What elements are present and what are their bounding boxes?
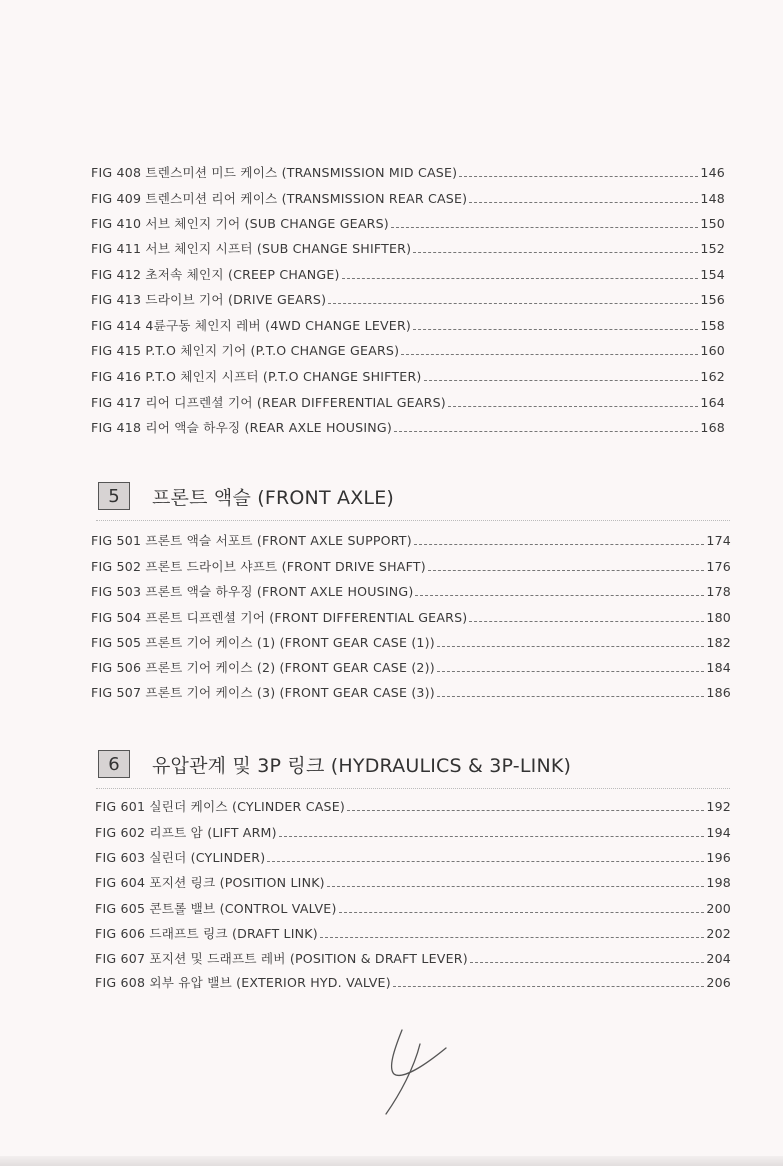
entry-page: 192	[706, 799, 731, 814]
entry-title: FIG 415 P.T.O 체인지 기어 (P.T.O CHANGE GEARS)	[91, 343, 400, 358]
dot-leader	[347, 810, 704, 811]
entry-title: FIG 506 프론트 기어 케이스 (2) (FRONT GEAR CASE (2))	[91, 660, 435, 675]
entry-title: FIG 413 드라이브 기어 (DRIVE GEARS)	[91, 292, 327, 307]
toc-entry	[91, 584, 731, 600]
entry-title: FIG 416 P.T.O 체인지 시프터 (P.T.O CHANGE SHIFTER)	[91, 369, 422, 384]
entry-title: FIG 608 외부 유압 밸브 (EXTERIOR HYD. VALVE)	[95, 975, 391, 990]
dot-leader	[413, 252, 698, 253]
toc-entry	[91, 216, 725, 232]
dot-leader	[469, 202, 698, 203]
entry-page: 204	[706, 951, 731, 966]
entry-page: 196	[706, 850, 731, 865]
toc-entry	[95, 875, 731, 891]
dot-leader	[393, 986, 705, 987]
entry-page: 178	[706, 584, 731, 599]
section-title: 유압관계 및 3P 링크 (HYDRAULICS & 3P-LINK)	[152, 754, 572, 777]
entry-page: 150	[700, 216, 725, 231]
entry-title: FIG 602 리프트 암 (LIFT ARM)	[95, 825, 277, 840]
entry-title: FIG 411 서브 체인지 시프터 (SUB CHANGE SHIFTER)	[91, 241, 412, 256]
dot-leader	[469, 621, 704, 622]
dot-leader	[328, 303, 698, 304]
toc-entry	[91, 610, 731, 626]
dot-leader	[401, 354, 698, 355]
entry-page: 176	[706, 559, 731, 574]
toc-entry	[91, 318, 725, 334]
entry-page: 162	[700, 369, 725, 384]
dot-leader	[267, 861, 704, 862]
dot-leader	[437, 696, 704, 697]
entry-title: FIG 603 실린더 (CYLINDER)	[95, 850, 266, 865]
entry-page: 198	[706, 875, 731, 890]
entry-page: 186	[706, 685, 731, 700]
entry-title: FIG 605 콘트롤 밸브 (CONTROL VALVE)	[95, 901, 337, 916]
entry-title: FIG 604 포지션 링크 (POSITION LINK)	[95, 875, 325, 890]
toc-entry	[95, 926, 731, 942]
section-heading	[98, 482, 394, 510]
entry-page: 146	[700, 165, 725, 180]
entry-title: FIG 607 포지션 및 드래프트 레버 (POSITION & DRAFT LEVER)	[95, 951, 468, 966]
entry-page: 194	[706, 825, 731, 840]
section-divider	[96, 520, 730, 521]
section-number-box: 5	[98, 482, 130, 510]
dot-leader	[339, 912, 705, 913]
entry-title: FIG 412 초저속 체인지 (CREEP CHANGE)	[91, 267, 340, 282]
toc-entry	[95, 951, 731, 967]
entry-title: FIG 606 드래프트 링크 (DRAFT LINK)	[95, 926, 318, 941]
toc-entry	[95, 850, 731, 866]
dot-leader	[327, 886, 705, 887]
toc-entry	[95, 825, 731, 841]
section-number-box: 6	[98, 750, 130, 778]
toc-entry	[91, 685, 731, 701]
toc-entry	[91, 395, 725, 411]
section-title: 프론트 액슬 (FRONT AXLE)	[152, 486, 395, 509]
dot-leader	[448, 406, 698, 407]
entry-page: 156	[700, 292, 725, 307]
dot-leader	[437, 646, 704, 647]
dot-leader	[414, 544, 705, 545]
entry-page: 202	[706, 926, 731, 941]
toc-entry	[95, 799, 731, 815]
entry-page: 184	[706, 660, 731, 675]
entry-title: FIG 409 트렌스미션 리어 케이스 (TRANSMISSION REAR CASE)	[91, 191, 468, 206]
toc-entry	[95, 901, 731, 917]
dot-leader	[470, 962, 705, 963]
handwritten-mark	[380, 1022, 470, 1122]
dot-leader	[415, 595, 704, 596]
entry-page: 168	[700, 420, 725, 435]
dot-leader	[459, 176, 698, 177]
toc-entry	[91, 267, 725, 283]
entry-title: FIG 502 프론트 드라이브 샤프트 (FRONT DRIVE SHAFT)	[91, 559, 426, 574]
entry-title: FIG 501 프론트 액슬 서포트 (FRONT AXLE SUPPORT)	[91, 533, 412, 548]
entry-title: FIG 507 프론트 기어 케이스 (3) (FRONT GEAR CASE (3))	[91, 685, 435, 700]
dot-leader	[279, 836, 705, 837]
entry-title: FIG 504 프론트 디프렌셜 기어 (FRONT DIFFERENTIAL GEARS)	[91, 610, 468, 625]
entry-page: 206	[706, 975, 731, 990]
entry-title: FIG 418 리어 액슬 하우징 (REAR AXLE HOUSING)	[91, 420, 392, 435]
toc-entry	[95, 975, 731, 991]
entry-page: 158	[700, 318, 725, 333]
entry-page: 200	[706, 901, 731, 916]
dot-leader	[391, 227, 698, 228]
entry-title: FIG 410 서브 체인지 기어 (SUB CHANGE GEARS)	[91, 216, 389, 231]
dot-leader	[428, 570, 705, 571]
toc-entry	[91, 420, 725, 436]
entry-title: FIG 505 프론트 기어 케이스 (1) (FRONT GEAR CASE (1))	[91, 635, 435, 650]
entry-page: 152	[700, 241, 725, 256]
entry-title: FIG 417 리어 디프렌셜 기어 (REAR DIFFERENTIAL GEARS)	[91, 395, 446, 410]
toc-entry	[91, 533, 731, 549]
scan-edge	[0, 1156, 783, 1166]
toc-entry	[91, 660, 731, 676]
toc-entry	[91, 165, 725, 181]
section-heading	[98, 750, 571, 778]
entry-title: FIG 414 4륜구동 체인지 레버 (4WD CHANGE LEVER)	[91, 318, 412, 333]
entry-title: FIG 408 트렌스미션 미드 케이스 (TRANSMISSION MID CASE)	[91, 165, 458, 180]
dot-leader	[320, 937, 704, 938]
entry-page: 160	[700, 343, 725, 358]
dot-leader	[394, 431, 698, 432]
toc-entry	[91, 241, 725, 257]
entry-title: FIG 601 실린더 케이스 (CYLINDER CASE)	[95, 799, 345, 814]
toc-entry	[91, 191, 725, 207]
dot-leader	[413, 329, 698, 330]
entry-page: 164	[700, 395, 725, 410]
dot-leader	[424, 380, 699, 381]
section-divider	[96, 788, 730, 789]
entry-page: 180	[706, 610, 731, 625]
entry-page: 174	[706, 533, 731, 548]
entry-title: FIG 503 프론트 액슬 하우징 (FRONT AXLE HOUSING)	[91, 584, 414, 599]
toc-entry	[91, 292, 725, 308]
dot-leader	[342, 278, 699, 279]
toc-entry	[91, 369, 725, 385]
entry-page: 182	[706, 635, 731, 650]
toc-entry	[91, 559, 731, 575]
dot-leader	[437, 671, 704, 672]
toc-entry	[91, 343, 725, 359]
toc-entry	[91, 635, 731, 651]
entry-page: 148	[700, 191, 725, 206]
entry-page: 154	[700, 267, 725, 282]
